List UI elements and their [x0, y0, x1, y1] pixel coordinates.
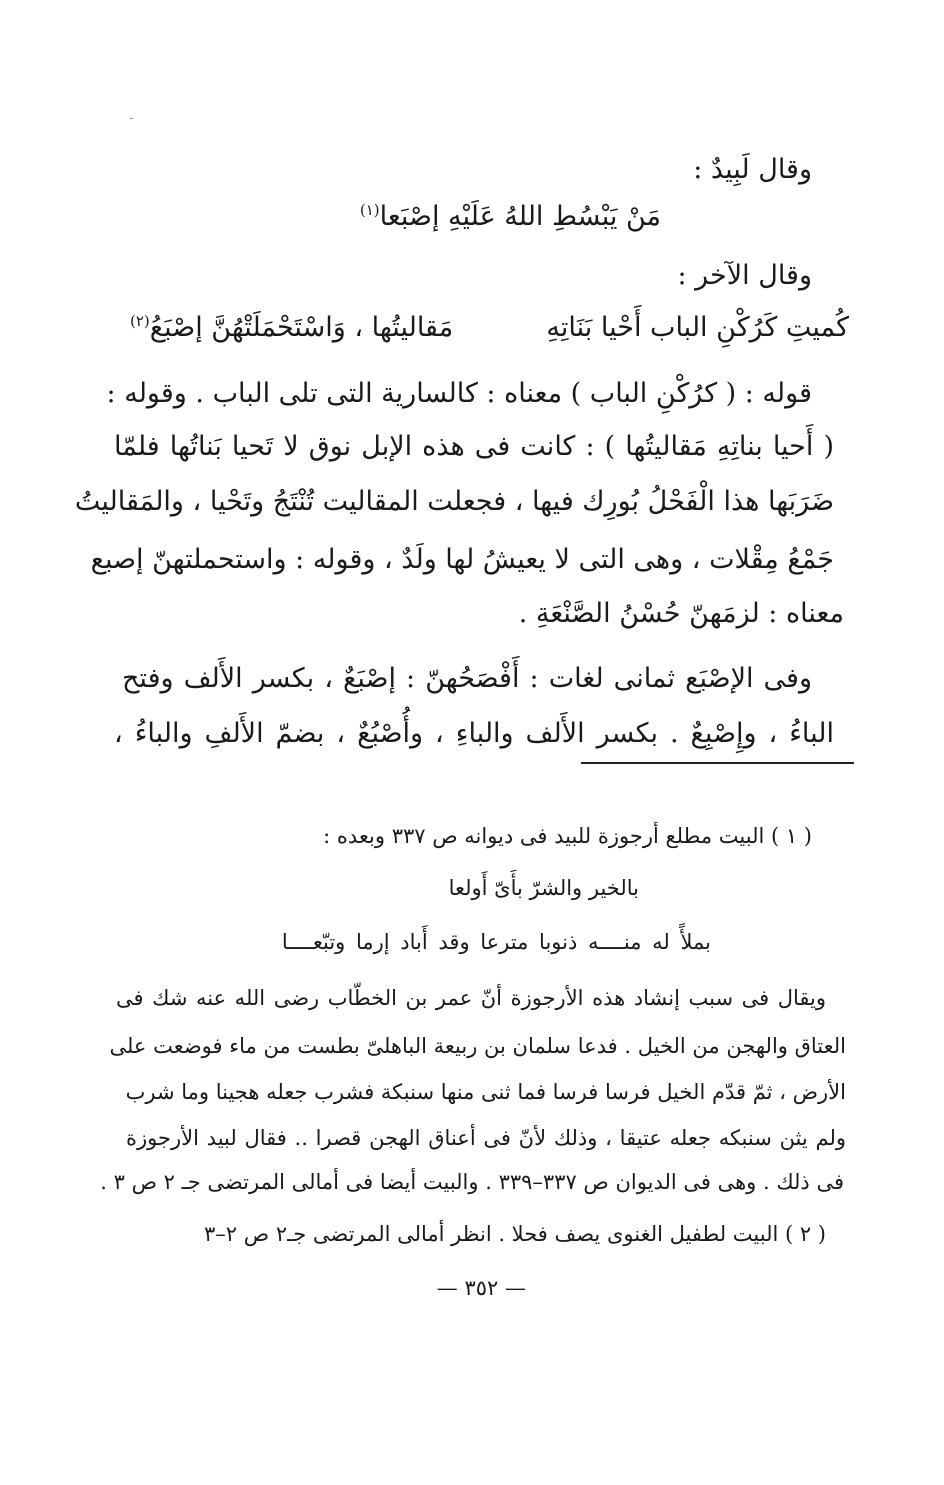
footnote-1-text-line-1: ويقال فى سبب إنشاد هذه الأرجوزة أنّ عمر بن الخطّاب رضى الله عنه شك فى: [116, 986, 826, 1010]
para1-line-4: جَمْعُ مِقْلات ، وهى التى لا يعيشُ لها ولَدٌ ، وقوله : واستحملتهنّ إصبع: [90, 544, 834, 575]
footnote-1-text-line-2: العتاق والهجن من الخيل . فدعا سلمان بن ربيعة الباهلىّ بطست من ماء فوضعت على: [109, 1034, 846, 1058]
para2-line-1: وفى الإصْبَع ثمانى لغات : أَفْصَحُهنّ : إصْبَعٌ ، بكسر الأَلف وفتح: [122, 663, 812, 694]
footnote-1-text-line-5: فى ذلك . وهى فى الديوان ص ٣٣٧–٣٣٩ . والبيت أيضا فى أمالى المرتضى جـ ٢ ص ٣ .: [100, 1170, 844, 1194]
para1-line-5: معناه : لزمَهنّ حُسْنُ الصَّنْعَةِ .: [518, 598, 844, 629]
footnote-ref-2: (٢): [130, 312, 150, 330]
footnote-1-verse-1: بالخير والشرّ بأَىّ أَولعا: [448, 876, 639, 900]
footnote-1-intro: ( ١ ) البيت مطلع أرجوزة للبيد فى ديوانه ص ٣٣٧ وبعده :: [323, 824, 812, 848]
footnote-1-text-line-3: الأرض ، ثمّ قدّم الخيل فرسا فرسا فما ثنى منها سنبكة فشرب جعله هجينا وما شرب: [125, 1080, 846, 1104]
para2-line-2: الباءُ ، وإِصْبِعٌ . بكسر الأَلف والباءِ ، وأُصْبُعٌ ، بضمّ الأَلفِ والباءُ ،: [114, 718, 834, 749]
scan-speck: [130, 118, 133, 119]
footnote-ref-1: (١): [359, 201, 380, 219]
footnote-1-verse-2: بملأً له منــــه ذنوبا مترعا وقد أَباد إرما وتبّعــــا: [281, 930, 711, 954]
verse-1: [360, 203, 661, 230]
page-number: — ٣٥٢ —: [436, 1276, 526, 1300]
intro-other: وقال الآخر :: [677, 260, 812, 291]
para1-line-1: قوله : ( كرُكْنِ الباب ) معناه : كالسارية التى تلى الباب . وقوله :: [106, 378, 812, 409]
intro-labid: وقال لَبِيدٌ :: [693, 154, 812, 185]
footnote-divider: [581, 762, 854, 764]
para1-line-2: ( أَحيا بناتِهِ مَقاليتُها ) : كانت فى هذه الإبل نوق لا تَحيا بَناتُها فلمّا: [114, 431, 834, 462]
verse-2-first-hemistich: كُميتِ كَرُكْنِ الباب أَحْيا بَنَاتِهِ: [546, 312, 849, 343]
verse-2-second-text: مَقاليتُها ، وَاسْتَحْمَلَتْهُنَّ إصْبَعُ: [149, 312, 454, 343]
footnote-2: ( ٢ ) البيت لطفيل الغنوى يصف فحلا . انظر أمالى المرتضى جـ٢ ص ٢–٣: [204, 1222, 826, 1246]
para1-line-3: ضَرَبَها هذا الْفَحْلُ بُورِك فيها ، فجعلت المقاليت تُنْتَجُ وتَحْيا ، والمَقاليتُ: [74, 486, 834, 517]
footnote-1-text-line-4: ولم يثن سنبكه جعله عتيقا ، وذلك لأنّ فى أعناق الهجن قصرا .. فقال لبيد الأرجوزة: [126, 1126, 846, 1150]
verse-2-second-hemistich: [130, 314, 453, 341]
verse-1-text: مَنْ يَبْسُطِ اللهُ عَلَيْهِ إصْبَعا: [379, 201, 661, 232]
